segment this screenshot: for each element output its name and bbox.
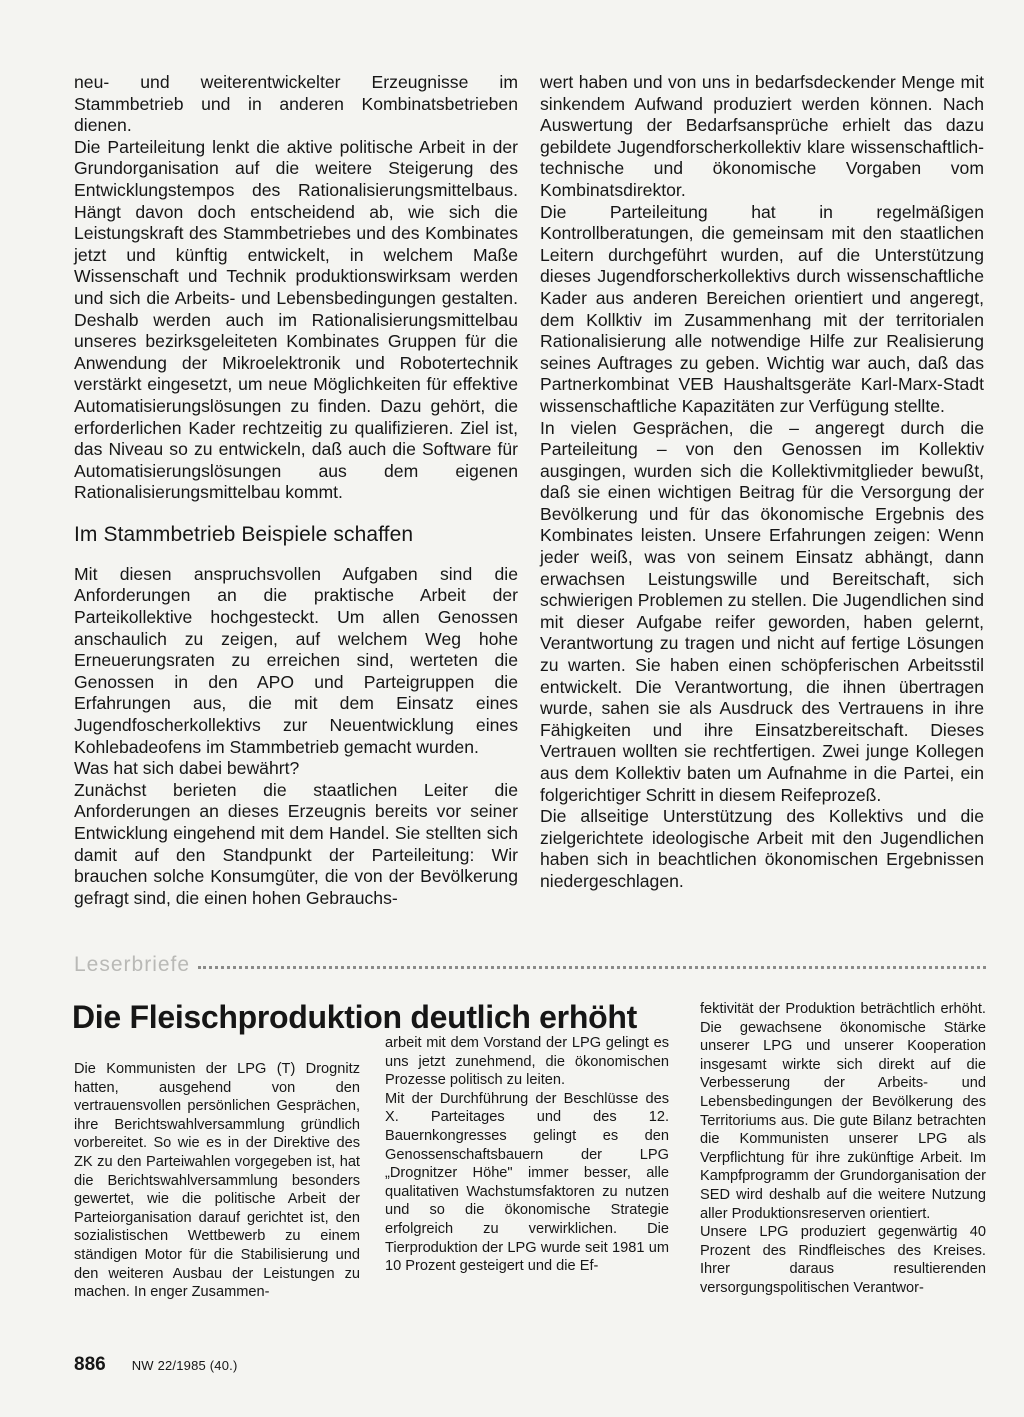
paragraph: neu- und weiterentwickelter Erzeugnisse im Stammbetrieb und in anderen Kombinatsbetrieben dienen. [74,72,518,136]
paragraph: In vielen Gesprächen, die – angeregt durch die Parteileitung – von den Genossen im Kollektiv ausgingen, wurden sich die Kollektivmitglieder bewußt, daß sie einen wichtigen Beitrag für die Versorgung der Bevölkerung und für das ökonomische Ergebnis des Kombinates leisten. Unsere Erfahrungen zeigen: Wenn jeder weiß, was von seinem Einsatz abhängt, dann erwachsen Leistungswille und Bereitschaft, sich schwierigen Problemen zu stellen. Die Jugendlichen sind mit dieser Aufgabe reifer geworden, haben gelernt, Verantwortung zu tragen und nicht auf fertige Lösungen zu warten. Sie haben einen schöpferischen Arbeitsstil entwickelt. Die Verantwortung, die ihnen übertragen wurde, sahen sie als Ausdruck des Vertrauens in ihre Fähigkeiten und ihre Einsatzbereitschaft. Dieses Vertrauen wollten sie rechtfertigen. Zwei junge Kollegen aus dem Kollektiv baten um Aufnahme in die Partei, ein folgerichtiger Schritt in diesem Reifeprozeß. [540,417,985,805]
page-footer [74,1354,374,1378]
issue-label: NW 22/1985 (40.) [131,1358,238,1373]
rubric-divider [198,966,986,969]
article-left-column [74,72,518,909]
letter-headline: Die Fleischproduktion deutlich erhöht [72,999,637,1035]
letter-column-3 [700,1000,986,1298]
paragraph: Die Kommunisten der LPG (T) Drognitz hatten, ausgehend von den vertrauensvollen persönlichen Gesprächen, ihre Berichtswahlversammlung gründlich vorbereitet. So wie es in der Direktive des ZK zu den Parteiwahlen vorgegeben ist, hat die Berichtswahlversammlung besonders gewertet, wie die politische Arbeit der Parteiorganisation darauf gerichtet ist, den sozialistischen Wettbewerb zu einem ständigen Motor für die Stabilisierung und den weiteren Ausbau der Leistungen zu machen. In enger Zusammen- [74,1061,360,1301]
paragraph: Die allseitige Unterstützung des Kollektivs und die zielgerichtete ideologische Arbeit mit den Jugendlichen haben sich in beachtlichen ökonomischen Ergebnissen niedergeschlagen. [540,806,984,891]
paragraph: Was hat sich dabei bewährt? [74,758,300,779]
letter-column-1 [74,1060,360,1302]
section-subheading: Im Stammbetrieb Beispiele schaffen [74,522,414,546]
article-right-column [540,72,984,893]
paragraph: wert haben und von uns in bedarfsdeckender Menge mit sinkendem Aufwand produziert werden können. Nach Auswertung der Bedarfsansprüche erhielt das dazu gebildete Jugendforscherkollektiv klare wissenschaftlich-technische und ökonomische Vorgaben vom Kombinatsdirektor. [540,72,984,200]
paragraph: Unsere LPG produziert gegenwärtig 40 Prozent des Rindfleisches des Kreises. Ihrer daraus resultierenden versorgungspolitischen Verantwor- [700,1224,986,1296]
section-rubric [74,953,986,977]
rubric-label: Leserbriefe [74,953,191,976]
paragraph: fektivität der Produktion beträchtlich erhöht. Die gewachsene ökonomische Stärke unserer LPG und unserer Kooperation insgesamt wirkte sich direkt auf die Verbesserung der Arbeits- und Lebensbedingungen der Bevölkerung des Territoriums aus. Die gute Bilanz betrachten die Kommunisten unserer LPG als Verpflichtung für ihre zukünftige Arbeit. Im Kampfprogramm der Grundorganisation der SED wird deshalb auf die weitere Nutzung aller Produktionsreserven orientiert. [700,1001,986,1222]
paragraph: Mit der Durchführung der Beschlüsse des X. Parteitages und des 12. Bauernkongresses gelingt es den Genossenschaftsbauern der LPG „Drognitzer Höhe" immer besser, alle qualitativen Wachstumsfaktoren zu nutzen und so die ökonomische Strategie erfolgreich zu verwirklichen. Die Tierproduktion der LPG wurde seit 1981 um 10 Prozent gesteigert und die Ef- [385,1090,669,1275]
letter-column-2 [385,1034,669,1276]
paragraph: Die Parteileitung lenkt die aktive politische Arbeit in der Grundorganisation auf die weitere Steigerung des Entwicklungstempos des Rationalisierungsmittelbaus. Hängt davon doch entscheidend ab, wie sich die Leistungskraft des Stammbetriebes und des Kombinates jetzt und künftig entwickelt, in welchem Maße Wissenschaft und Technik produktionswirksam werden und sich die Arbeits- und Lebensbedingungen gestalten. Deshalb werden auch im Rationalisierungsmittelbau unseres bezirksgeleiteten Kombinates Gruppen für die Anwendung der Mikroelektronik und Robotertechnik verstärkt eingesetzt, um neue Möglichkeiten für effektive Automatisierungslösungen zu finden. Dazu gehört, die erforderlichen Kader rechtzeitig zu qualifizieren. Ziel ist, das Niveau so zu entwickeln, daß auch die Software für Automatisierungslösungen aus dem eigenen Rationalisierungsmittelbau kommt. [74,136,518,503]
paragraph: Die Parteileitung hat in regelmäßigen Kontrollberatungen, die gemeinsam mit den staatlichen Leitern durchgeführt wurden, auf die Unterstützung dieses Jugendforscherkollektivs durch wissenschaftliche Kader aus anderen Bereichen orientiert und angeregt, dem Kollktiv im Zusammenhang mit der territorialen Rationalisierung alle notwendige Hilfe zur Realisierung seines Auftrages zu geben. Wichtig war auch, daß das Partnerkombinat VEB Haushaltsgeräte Karl-Marx-Stadt wissenschaftliche Kapazitäten zur Verfügung stellte. [540,201,984,416]
paragraph: Mit diesen anspruchsvollen Aufgaben sind die Anforderungen an die praktische Arbeit der Parteikollektive hochgesteckt. Um allen Genossen anschaulich zu zeigen, auf welchem Weg hohe Erneuerungsraten zu erreichen sind, werteten die Genossen in den APO und Parteigruppen die Erfahrungen aus, die mit dem Einsatz eines Jugendfoscherkollektivs zur Neuentwicklung eines Kohlebadeofens im Stammbetrieb gemacht wurden. [74,563,518,757]
paragraph: arbeit mit dem Vorstand der LPG gelingt es uns jetzt zunehmend, die ökonomischen Prozesse politisch zu leiten. [385,1035,669,1089]
page-number: 886 [74,1354,106,1375]
paragraph: Zunächst berieten die staatlichen Leiter die Anforderungen an dieses Erzeugnis bereits vor seiner Entwicklung eingehend mit dem Handel. Sie stellten sich damit auf den Standpunkt der Parteileitung: Wir brauchen solche Konsumgüter, die von der Bevölkerung gefragt sind, die einen hohen Gebrauchs- [74,779,518,908]
